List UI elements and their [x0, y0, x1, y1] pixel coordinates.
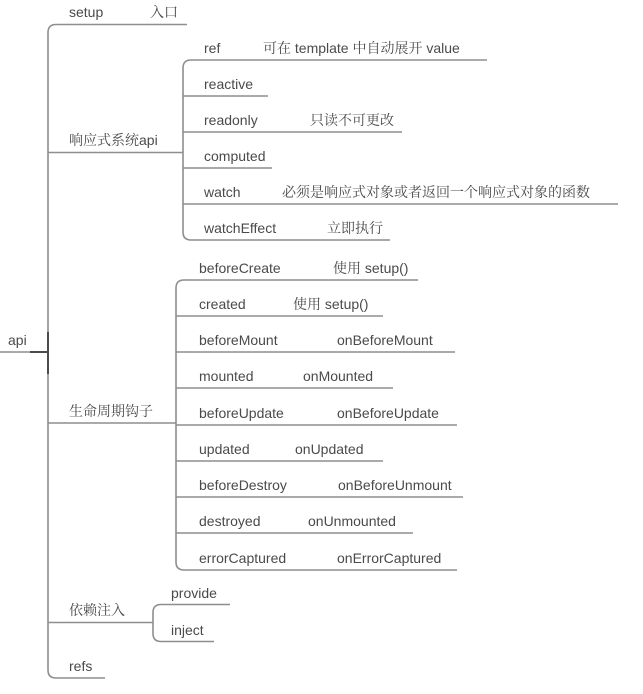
- node-reactivity-api[interactable]: 响应式系统api: [69, 132, 158, 148]
- node-updated-note[interactable]: onUpdated: [295, 441, 364, 457]
- node-created[interactable]: created: [199, 296, 246, 312]
- node-di[interactable]: 依赖注入: [69, 602, 125, 618]
- node-readonly-note[interactable]: 只读不可更改: [310, 112, 394, 128]
- node-beforemount[interactable]: beforeMount: [199, 332, 278, 348]
- node-watcheffect[interactable]: watchEffect: [204, 220, 277, 236]
- node-ref[interactable]: ref: [204, 40, 221, 56]
- node-mounted-note[interactable]: onMounted: [303, 368, 374, 384]
- node-errorcaptured-note[interactable]: onErrorCaptured: [337, 550, 442, 566]
- node-api[interactable]: api: [8, 332, 27, 348]
- node-destroyed[interactable]: destroyed: [199, 513, 261, 529]
- node-watch-note[interactable]: 必须是响应式对象或者返回一个响应式对象的函数: [282, 184, 590, 200]
- node-beforemount-note[interactable]: onBeforeMount: [337, 332, 433, 348]
- main-trunk: [48, 25, 187, 679]
- node-beforecreate-note[interactable]: 使用 setup(): [333, 260, 409, 276]
- node-mounted[interactable]: mounted: [199, 368, 254, 384]
- node-provide[interactable]: provide: [171, 585, 217, 601]
- node-updated[interactable]: updated: [199, 441, 250, 457]
- node-created-note[interactable]: 使用 setup(): [293, 296, 369, 312]
- node-computed[interactable]: computed: [204, 148, 266, 164]
- node-beforedestroy[interactable]: beforeDestroy: [199, 477, 287, 493]
- node-watcheffect-note[interactable]: 立即执行: [327, 220, 383, 236]
- node-beforecreate[interactable]: beforeCreate: [199, 260, 281, 276]
- node-ref-note[interactable]: 可在 template 中自动展开 value: [263, 40, 460, 56]
- node-errorcaptured[interactable]: errorCaptured: [199, 550, 287, 566]
- node-watch[interactable]: watch: [204, 184, 241, 200]
- node-readonly[interactable]: readonly: [204, 112, 258, 128]
- node-setup-note[interactable]: 入口: [150, 4, 178, 20]
- node-beforeupdate[interactable]: beforeUpdate: [199, 405, 284, 421]
- node-beforedestroy-note[interactable]: onBeforeUnmount: [338, 477, 452, 493]
- node-beforeupdate-note[interactable]: onBeforeUpdate: [337, 405, 439, 421]
- node-setup[interactable]: setup: [69, 4, 104, 20]
- node-lifecycle[interactable]: 生命周期钩子: [69, 403, 153, 419]
- node-inject[interactable]: inject: [171, 622, 204, 638]
- node-refs[interactable]: refs: [69, 658, 93, 674]
- node-reactive[interactable]: reactive: [204, 76, 254, 92]
- node-destroyed-note[interactable]: onUnmounted: [308, 513, 396, 529]
